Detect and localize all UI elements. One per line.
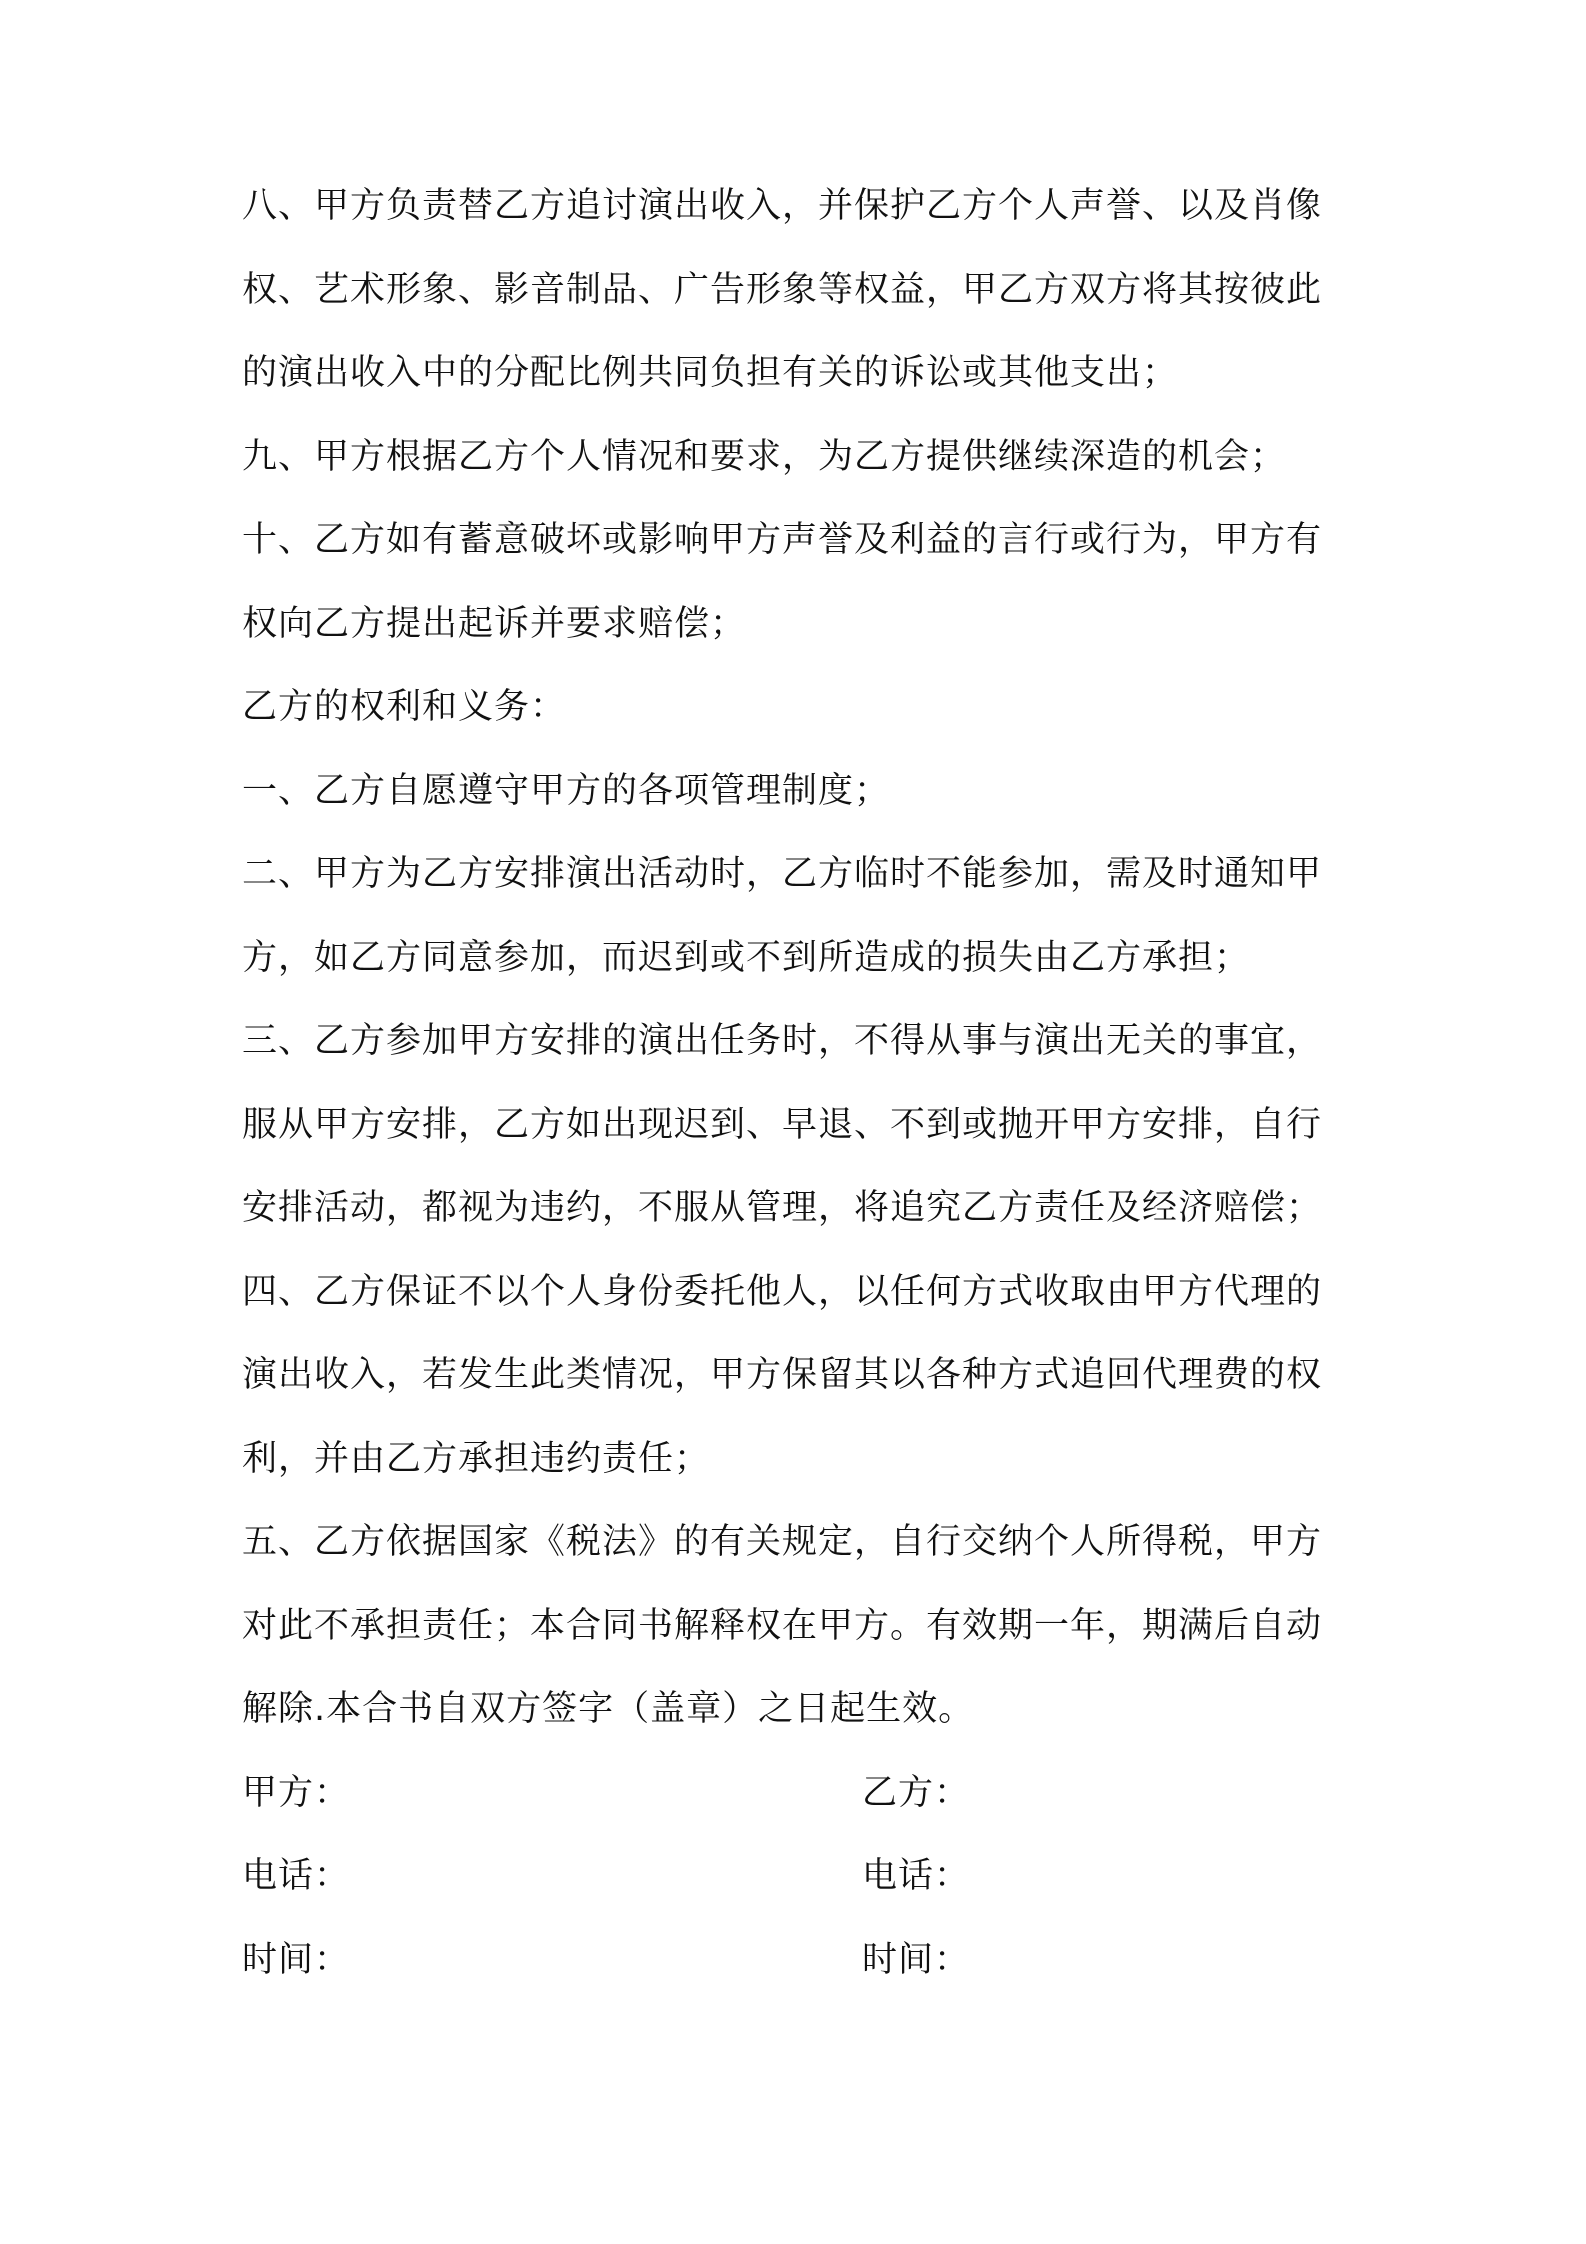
party-b-clause-one: 一、乙方自愿遵守甲方的各项管理制度； <box>242 770 891 811</box>
party-b-phone-label: 电话： <box>862 1856 971 1896</box>
document-body <box>242 165 1352 2002</box>
party-b-clause-two: 二、甲方为乙方安排演出活动时，乙方临时不能参加，需及时通知甲方，如乙方同意参加，而迟到或不到所造成的损失由乙方承担； <box>242 854 1323 978</box>
clause-ten: 十、乙方如有蓄意破坏或影响甲方声誉及利益的言行或行为，甲方有权向乙方提出起诉并要求赔偿； <box>242 520 1323 644</box>
clause-nine: 九、甲方根据乙方个人情况和要求，为乙方提供继续深造的机会； <box>242 436 1287 477</box>
party-a-phone-label: 电话： <box>242 1856 351 1896</box>
party-b-clause-four: 四、乙方保证不以个人身份委托他人，以任何方式收取由甲方代理的演出收入，若发生此类情况，甲方保留其以各种方式追回代理费的权利，并由乙方承担违约责任； <box>242 1271 1323 1479</box>
party-b-rights-heading: 乙方的权利和义务： <box>242 687 567 727</box>
party-b-label: 乙方： <box>862 1772 971 1813</box>
party-b-time-label: 时间： <box>862 1939 971 1980</box>
party-a-label: 甲方： <box>242 1772 351 1813</box>
party-b-clause-five: 五、乙方依据国家《税法》的有关规定，自行交纳个人所得税，甲方对此不承担责任；本合同书解释权在甲方。有效期一年，期满后自动解除.本合书自双方签字（盖章）之日起生效。 <box>242 1522 1323 1729</box>
party-b-clause-three: 三、乙方参加甲方安排的演出任务时，不得从事与演出无关的事宜，服从甲方安排，乙方如出现迟到、早退、不到或抛开甲方安排，自行安排活动，都视为违约，不服从管理，将追究乙方责任及经济赔偿； <box>242 1021 1323 1228</box>
signature-row-phone <box>242 1835 1352 1919</box>
signature-row-party <box>242 1752 1352 1836</box>
party-a-time-label: 时间： <box>242 1939 351 1980</box>
clause-eight: 八、甲方负责替乙方追讨演出收入，并保护乙方个人声誉、以及肖像权、艺术形象、影音制品、广告形象等权益，甲乙方双方将其按彼此的演出收入中的分配比例共同负担有关的诉讼或其他支出； <box>242 186 1323 393</box>
signature-row-time <box>242 1919 1352 2003</box>
